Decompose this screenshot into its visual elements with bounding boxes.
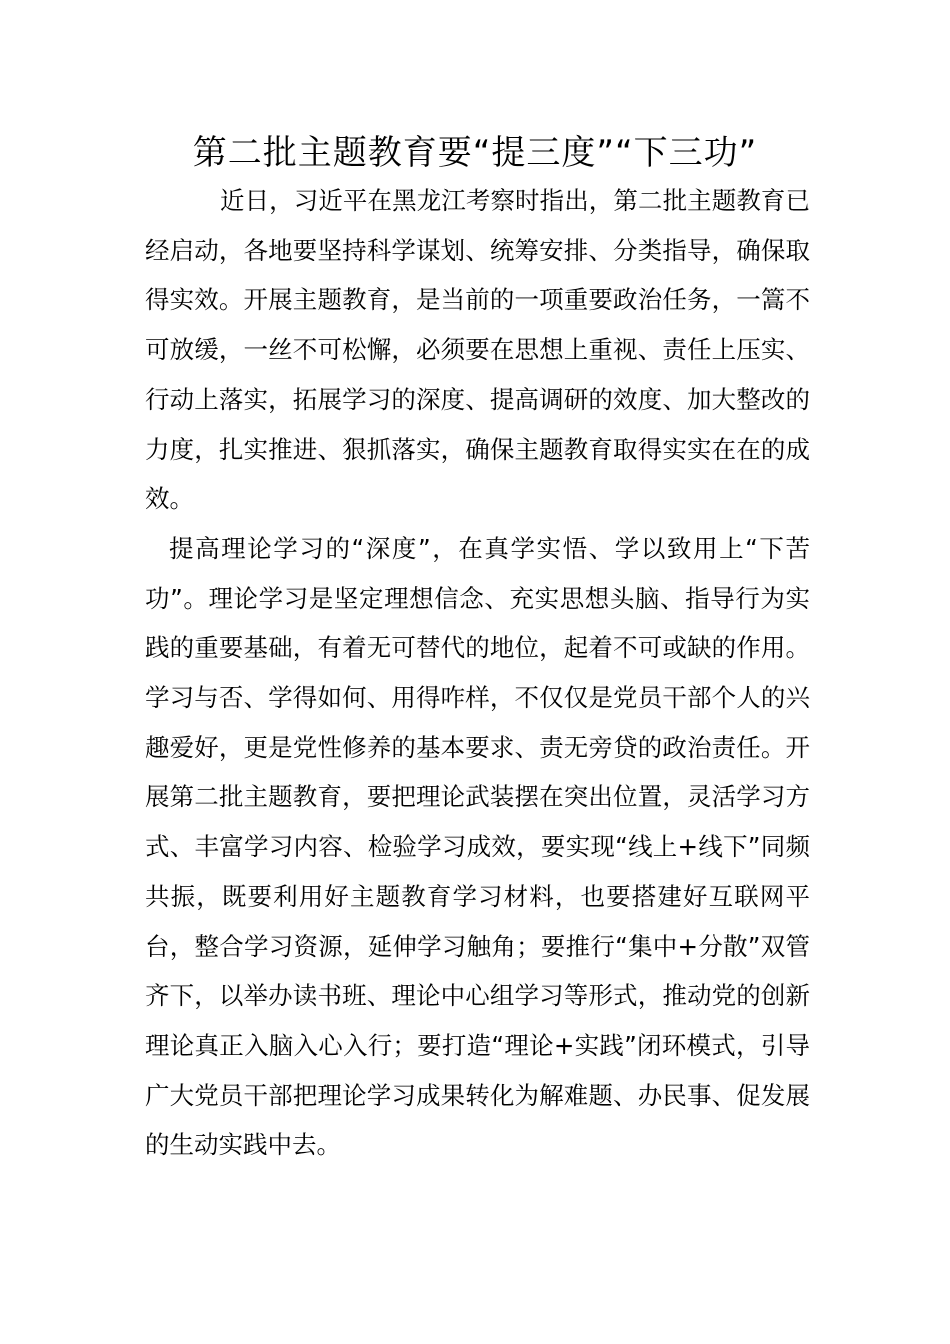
document-body [145,176,810,1170]
paragraph-intro: 近日，习近平在黑龙江考察时指出，第二批主题教育已经启动，各地要坚持科学谋划、统筹安排、分类指导，确保取得实效。开展主题教育，是当前的一项重要政治任务，一篙不可放缓，一丝不可松懈，必须要在思想上重视、责任上压实、行动上落实，拓展学习的深度、提高调研的效度、加大整改的力度，扎实推进、狠抓落实，确保主题教育取得实实在在的成效。 [145,186,810,514]
document-title: 第二批主题教育要“提三度”“下三功” [192,133,758,173]
paragraph-theory-study: 提高理论学习的“深度”，在真学实悟、学以致用上“下苦功”。理论学习是坚定理想信念、充实思想头脑、指导行为实践的重要基础，有着无可替代的地位，起着不可或缺的作用。学习与否、学得如何、用得咋样，不仅仅是党员干部个人的兴趣爱好，更是党性修养的基本要求、责无旁贷的政治责任。开展第二批主题教育，要把理论武装摆在突出位置，灵活学习方式、丰富学习内容、检验学习成效，要实现“线上+线下”同频共振，既要利用好主题教育学习材料，也要搭建好互联网平台，整合学习资源，延伸学习触角；要推行“集中+分散”双管齐下，以举办读书班、理论中心组学习等形式，推动党的创新理论真正入脑入心入行；要打造“理论+实践”闭环模式，引导广大党员干部把理论学习成果转化为解难题、办民事、促发展的生动实践中去。 [145,533,810,1160]
